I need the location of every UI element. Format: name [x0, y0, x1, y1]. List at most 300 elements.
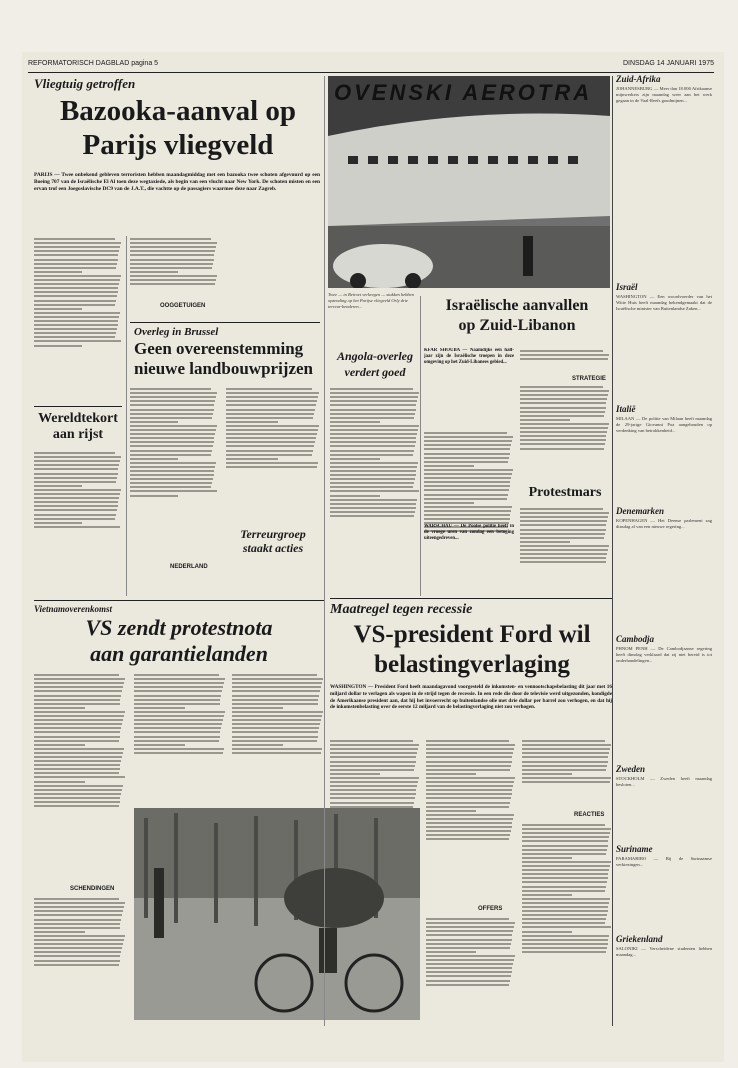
text-line	[34, 947, 122, 949]
protest-body	[520, 506, 610, 596]
text-line	[134, 711, 225, 713]
text-line	[522, 740, 605, 742]
text-line	[232, 748, 322, 750]
text-line	[520, 439, 606, 441]
wereld-headline-1: Wereldtekort	[38, 411, 118, 426]
text-line	[330, 744, 419, 746]
text-line	[426, 967, 512, 969]
text-line	[130, 454, 211, 456]
text-line	[130, 404, 214, 406]
text-line	[34, 719, 123, 721]
text-line	[330, 511, 415, 513]
text-line	[134, 674, 219, 676]
text-line	[130, 466, 215, 468]
text-line	[522, 869, 609, 871]
text-line	[34, 682, 124, 684]
text-line	[330, 388, 413, 390]
ford-headline-1: VS-president Ford wil	[353, 621, 591, 648]
cyclist-photo	[134, 808, 420, 1020]
col-rule-1	[126, 236, 127, 596]
text-line	[424, 469, 513, 471]
text-line	[330, 433, 417, 435]
text-line	[232, 682, 322, 684]
text-line	[34, 715, 124, 717]
text-line	[520, 390, 609, 392]
text-line	[522, 910, 608, 912]
text-line	[34, 744, 85, 746]
text-line	[330, 474, 416, 476]
text-line	[426, 939, 512, 941]
lead-sub: OOGGETUIGEN	[160, 303, 206, 309]
text-line	[34, 316, 119, 318]
text-line	[34, 312, 120, 314]
israel-headline-1: Israëlische aanvallen	[445, 297, 589, 314]
wereld-body	[34, 450, 122, 570]
masthead-left: REFORMATORISCH DAGBLAD pagina 5	[28, 60, 159, 67]
cyclist-image	[134, 808, 420, 1020]
text-line	[34, 695, 121, 697]
text-line	[34, 914, 122, 916]
photo-caption: Twee — in Beiroet verkregen — stukken hebben opzending op het Parijse vliegveld Orly drie terreur-benderen...	[328, 292, 414, 309]
text-line	[226, 429, 318, 431]
text-line	[330, 781, 418, 783]
text-line	[130, 425, 217, 427]
text-line	[330, 404, 416, 406]
text-line	[130, 470, 214, 472]
text-line	[34, 300, 116, 302]
text-line	[134, 723, 222, 725]
text-line	[426, 777, 515, 779]
text-line	[330, 417, 414, 419]
text-line	[232, 736, 318, 738]
text-line	[330, 797, 415, 799]
text-line	[426, 930, 513, 932]
text-line	[34, 477, 117, 479]
text-line	[426, 756, 512, 758]
text-line	[34, 340, 121, 342]
text-line	[130, 429, 216, 431]
text-line	[424, 502, 474, 504]
text-line	[520, 533, 605, 535]
text-line	[34, 468, 118, 470]
text-line	[426, 943, 511, 945]
text-line	[522, 886, 606, 888]
sidebar-title-0: Zuid-Afrika	[616, 74, 661, 84]
vietnam-kicker: Vietnamoverenkomst	[34, 604, 113, 614]
text-line	[232, 703, 318, 705]
text-line	[522, 947, 607, 949]
text-line	[330, 793, 416, 795]
text-line	[520, 354, 609, 356]
text-line	[34, 768, 120, 770]
col-rule-2	[324, 76, 325, 1026]
text-line	[330, 777, 419, 779]
text-line	[34, 291, 118, 293]
text-line	[34, 336, 115, 338]
text-line	[426, 814, 514, 816]
text-line	[34, 505, 118, 507]
protest-headline: Protestmars	[528, 485, 602, 500]
text-line	[522, 898, 610, 900]
text-line	[34, 473, 118, 475]
text-line	[226, 417, 313, 419]
text-line	[34, 801, 120, 803]
vietnam-headline-2: aan garantielanden	[90, 641, 268, 666]
text-line	[226, 433, 317, 435]
text-line	[130, 482, 212, 484]
text-line	[134, 744, 185, 746]
text-line	[426, 773, 476, 775]
ford-body-5	[426, 916, 516, 1026]
text-line	[232, 731, 318, 733]
text-line	[232, 723, 320, 725]
text-line	[522, 918, 606, 920]
text-line	[226, 396, 318, 398]
text-line	[330, 450, 414, 452]
text-line	[134, 678, 225, 680]
angola-headline-1: Angola-overleg	[337, 349, 413, 363]
text-line	[522, 926, 611, 928]
text-line	[520, 423, 609, 425]
ford-kicker: Maatregel tegen recessie	[330, 602, 473, 617]
text-line	[232, 690, 320, 692]
text-line	[520, 541, 570, 543]
sidebar-text-1: WASHINGTON — Een woordvoerder van het Witte Huis heeft maandag bekendgemaakt dat de Israëlische minister van Buitenlandse Zaken...	[616, 294, 712, 312]
text-line	[134, 707, 185, 709]
text-line	[130, 450, 212, 452]
text-line	[330, 462, 418, 464]
israel-body-3	[520, 384, 610, 484]
text-line	[520, 524, 606, 526]
text-line	[34, 964, 119, 966]
text-line	[426, 793, 512, 795]
text-line	[330, 429, 418, 431]
text-line	[134, 731, 220, 733]
text-line	[520, 415, 604, 417]
text-line	[130, 283, 215, 285]
text-line	[232, 752, 321, 754]
sidebar-title-2: Italië	[616, 404, 636, 414]
text-line	[522, 931, 572, 933]
text-line	[34, 707, 85, 709]
text-line	[520, 549, 608, 551]
sidebar-text-4: PHNOM PENH — De Cambodjaanse regering heeft dinsdag verklaard dat zij niet bereid is tot onderhandelingen...	[616, 646, 712, 664]
text-line	[424, 453, 510, 455]
text-line	[34, 752, 123, 754]
text-line	[34, 489, 121, 491]
text-line	[34, 324, 118, 326]
text-line	[522, 951, 606, 953]
text-line	[424, 440, 512, 442]
text-line	[520, 537, 604, 539]
text-line	[34, 797, 120, 799]
text-line	[130, 409, 214, 411]
text-line	[520, 427, 608, 429]
text-line	[522, 836, 609, 838]
text-line	[130, 400, 215, 402]
text-line	[330, 785, 417, 787]
text-line	[34, 931, 85, 933]
text-line	[130, 478, 213, 480]
text-line	[424, 485, 510, 487]
text-line	[520, 358, 608, 360]
text-line	[34, 246, 120, 248]
text-line	[130, 267, 212, 269]
text-line	[34, 328, 117, 330]
sidebar-text-7: SALONIKI — Verscheidene studenten hebben maandag...	[616, 946, 712, 958]
col-rule-3	[420, 296, 421, 596]
text-line	[232, 727, 319, 729]
text-line	[426, 830, 511, 832]
text-line	[34, 263, 117, 265]
sidebar-text-6: PARAMARIBO — Bij de Surinaamse verkiezingen...	[616, 856, 712, 868]
ford-sub-2: OFFERS	[478, 906, 503, 912]
text-line	[522, 914, 607, 916]
text-line	[232, 711, 323, 713]
text-line	[134, 699, 220, 701]
text-line	[330, 773, 380, 775]
text-line	[330, 769, 414, 771]
text-line	[330, 507, 416, 509]
text-line	[232, 674, 317, 676]
rule-ford	[330, 598, 612, 599]
text-line	[134, 727, 221, 729]
text-line	[426, 838, 509, 840]
text-line	[424, 510, 511, 512]
lead-intro: PARIJS — Twee onbekend gebleven terroristen hebben maandagmiddag met een bazooka twee schoten afgevuurd op een Boeing 707 van de Israëlische El Al toen deze wegtaxiede, als begin van een vlucht naar New York. De schoten misten en een ervan trof een Joegoslavische DC9 van de J.A.T., die vachtte op de passagiers waarmee deze naar Zagreb.	[34, 172, 320, 192]
text-line	[522, 902, 609, 904]
text-line	[520, 398, 607, 400]
text-line	[134, 719, 223, 721]
text-line	[226, 421, 278, 423]
text-line	[520, 419, 570, 421]
terreur-headline-2: staakt acties	[242, 541, 304, 555]
text-line	[34, 686, 123, 688]
text-line	[330, 765, 415, 767]
text-line	[134, 740, 219, 742]
text-line	[522, 935, 609, 937]
text-line	[134, 695, 221, 697]
rule-vietnam	[34, 600, 324, 601]
text-line	[34, 951, 121, 953]
text-line	[34, 898, 119, 900]
text-line	[226, 409, 315, 411]
sidebar-text-2: MILAAN — De politie van Milaan heeft maandag de 29-jarige Giovanni Poa aangehouden op verdenking van betrokkenheid...	[616, 416, 712, 434]
text-line	[34, 254, 118, 256]
masthead-date: DINSDAG 14 JANUARI 1975	[622, 60, 714, 67]
text-line	[34, 497, 119, 499]
text-line	[130, 263, 213, 265]
vietnam-body-4	[232, 672, 324, 802]
text-line	[424, 481, 510, 483]
text-line	[424, 494, 508, 496]
text-line	[330, 789, 416, 791]
text-line	[424, 489, 509, 491]
text-line	[130, 246, 216, 248]
text-line	[520, 448, 604, 450]
text-line	[34, 456, 121, 458]
text-line	[424, 473, 512, 475]
text-line	[426, 769, 510, 771]
text-line	[522, 943, 608, 945]
text-line	[34, 345, 82, 347]
text-line	[226, 413, 314, 415]
text-line	[330, 748, 418, 750]
text-line	[520, 394, 608, 396]
israel-intro: KFAR SHOUBA — Naamdijks een half-jaar zijn de Israëlische troepen in deze omgeving op het Zuid-Libanees gebied...	[424, 348, 514, 366]
text-line	[34, 731, 120, 733]
text-line	[330, 392, 419, 394]
text-line	[424, 465, 474, 467]
text-line	[34, 308, 82, 310]
text-line	[522, 857, 572, 859]
text-line	[130, 474, 214, 476]
israel-headline-2: op Zuid-Libanon	[458, 317, 576, 334]
text-line	[34, 275, 121, 277]
sidebar-title-6: Suriname	[616, 844, 653, 854]
text-line	[426, 752, 513, 754]
text-line	[426, 826, 512, 828]
text-line	[426, 785, 513, 787]
text-line	[34, 295, 117, 297]
text-line	[130, 486, 211, 488]
text-line	[522, 922, 605, 924]
text-line	[426, 744, 515, 746]
text-line	[520, 350, 603, 352]
airplane-image	[328, 76, 610, 288]
text-line	[34, 690, 122, 692]
wereld-headline-2: aan rijst	[52, 427, 104, 442]
text-line	[330, 400, 417, 402]
ford-sub-1: REACTIES	[574, 812, 605, 818]
text-line	[424, 477, 511, 479]
text-line	[34, 923, 120, 925]
text-line	[522, 865, 610, 867]
text-line	[34, 805, 119, 807]
text-line	[130, 462, 216, 464]
text-line	[424, 461, 508, 463]
text-line	[426, 926, 514, 928]
text-line	[522, 756, 608, 758]
text-line	[424, 444, 511, 446]
text-line	[130, 421, 178, 423]
text-line	[34, 485, 82, 487]
text-line	[34, 703, 120, 705]
text-line	[426, 984, 509, 986]
lead-headline-1: Bazooka-aanval op	[59, 95, 297, 127]
israel-sub: STRATEGIE	[572, 376, 606, 382]
text-line	[520, 402, 606, 404]
text-line	[34, 304, 115, 306]
airplane-photo	[328, 76, 610, 288]
text-line	[130, 437, 214, 439]
brussel-sub: NEDERLAND	[170, 564, 208, 570]
text-line	[130, 458, 178, 460]
text-line	[426, 818, 513, 820]
text-line	[34, 279, 120, 281]
lead-body-1	[34, 236, 122, 404]
text-line	[226, 454, 312, 456]
text-line	[34, 678, 125, 680]
text-line	[522, 744, 611, 746]
text-line	[522, 877, 608, 879]
text-line	[426, 955, 515, 957]
text-line	[34, 955, 120, 957]
text-line	[330, 482, 414, 484]
text-line	[520, 520, 607, 522]
col-rule-sidebar	[612, 76, 613, 1026]
vietnam-headline-1: VS zendt protestnota	[85, 615, 273, 640]
ford-headline-2: belastingverlaging	[374, 651, 570, 678]
text-line	[130, 441, 214, 443]
text-line	[232, 740, 317, 742]
brussel-headline-2: nieuwe landbouwprijzen	[134, 359, 313, 378]
text-line	[426, 781, 514, 783]
text-line	[424, 436, 513, 438]
text-line	[330, 454, 413, 456]
text-line	[34, 464, 119, 466]
text-line	[424, 498, 507, 500]
ford-body-2	[426, 738, 516, 898]
brussel-body-2	[226, 386, 320, 516]
text-line	[426, 918, 509, 920]
text-line	[226, 462, 318, 464]
text-line	[232, 695, 319, 697]
text-line	[330, 752, 417, 754]
text-line	[226, 388, 312, 390]
text-line	[226, 392, 319, 394]
airplane-sign: OVENSKI AEROTRA	[334, 80, 593, 105]
text-line	[34, 452, 115, 454]
text-line	[134, 686, 223, 688]
text-line	[330, 761, 416, 763]
text-line	[130, 238, 211, 240]
text-line	[34, 320, 118, 322]
text-line	[134, 682, 224, 684]
text-line	[34, 674, 119, 676]
text-line	[330, 409, 416, 411]
text-line	[34, 250, 119, 252]
text-line	[522, 861, 611, 863]
text-line	[522, 890, 605, 892]
text-line	[226, 450, 313, 452]
text-line	[520, 435, 606, 437]
text-line	[522, 881, 607, 883]
text-line	[522, 769, 606, 771]
text-line	[130, 396, 216, 398]
text-line	[522, 761, 608, 763]
text-line	[226, 400, 317, 402]
text-line	[330, 499, 417, 501]
text-line	[34, 518, 115, 520]
text-line	[130, 392, 217, 394]
text-line	[34, 764, 120, 766]
text-line	[522, 828, 611, 830]
text-line	[34, 760, 121, 762]
text-line	[520, 557, 606, 559]
text-line	[522, 849, 607, 851]
text-line	[520, 443, 605, 445]
sidebar-title-7: Griekenland	[616, 934, 663, 944]
brussel-kicker: Overleg in Brussel	[134, 326, 219, 338]
text-line	[426, 963, 513, 965]
text-line	[522, 773, 572, 775]
text-line	[34, 943, 123, 945]
text-line	[34, 927, 120, 929]
text-line	[426, 806, 509, 808]
text-line	[330, 413, 415, 415]
text-line	[34, 493, 120, 495]
